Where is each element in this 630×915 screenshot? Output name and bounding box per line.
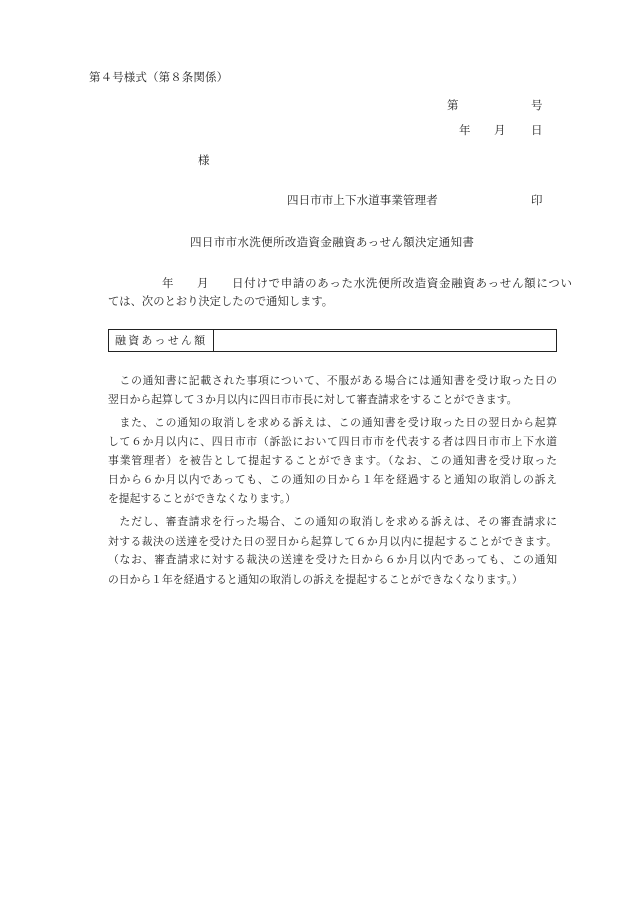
notice-line: 対する裁決の送達を受けた日の翌日から起算して６か月以内に提起することができます。 <box>108 535 557 548</box>
issuer-name: 四日市市上下水道事業管理者 <box>287 193 438 207</box>
intro-line-1: 日付けで申請のあった水洗便所改造資金融資あっせん額につい <box>232 276 572 290</box>
intro-year-label: 年 <box>162 276 174 290</box>
date-day-label: 日 <box>531 123 543 137</box>
date-year-label: 年 <box>459 123 471 137</box>
notice-line: また、この通知の取消しを求める訴えは、この通知書を受け取った日の翌日から起算 <box>108 416 557 429</box>
amount-value-cell <box>214 330 556 351</box>
document-title: 四日市市水洗便所改造資金融資あっせん額決定通知書 <box>190 235 475 249</box>
doc-number-suffix: 号 <box>531 98 543 112</box>
doc-number-prefix: 第 <box>447 98 459 112</box>
amount-table <box>108 329 557 352</box>
notice-line: 翌日から起算して３か月以内に四日市市長に対して審査請求をすることができます。 <box>108 393 518 406</box>
form-number: 第４号様式（第８条関係） <box>89 70 229 84</box>
amount-label: 融資あっせん額 <box>109 330 214 351</box>
notice-line: 日から６か月以内であっても、この通知の日から１年を経過すると通知の取消しの訴え <box>108 473 557 486</box>
issuer-seal: 印 <box>531 193 543 207</box>
notice-line: を提起することができなくなります。） <box>108 492 297 505</box>
notice-line: して６か月以内に、四日市市（訴訟において四日市市を代表する者は四日市市上下水道 <box>108 435 557 448</box>
notice-line: 事業管理者）を被告として提起することができます。（なお、この通知書を受け取った <box>108 454 557 467</box>
intro-line-2: ては、次のとおり決定したので通知します。 <box>108 295 334 308</box>
notice-line: この通知書に記載された事項について、不服がある場合には通知書を受け取った日の <box>108 374 557 387</box>
addressee-honorific: 様 <box>198 153 210 167</box>
notice-line: （なお、審査請求に対する裁決の送達を受けた日から６か月以内であっても、この通知 <box>108 553 557 566</box>
notice-line: ただし、審査請求を行った場合、この通知の取消しを求める訴えは、その審査請求に <box>108 515 557 528</box>
notice-line: の日から１年を経過すると通知の取消しの訴えを提起することができなくなります。） <box>108 573 523 586</box>
intro-month-label: 月 <box>197 276 209 290</box>
date-month-label: 月 <box>494 123 506 137</box>
